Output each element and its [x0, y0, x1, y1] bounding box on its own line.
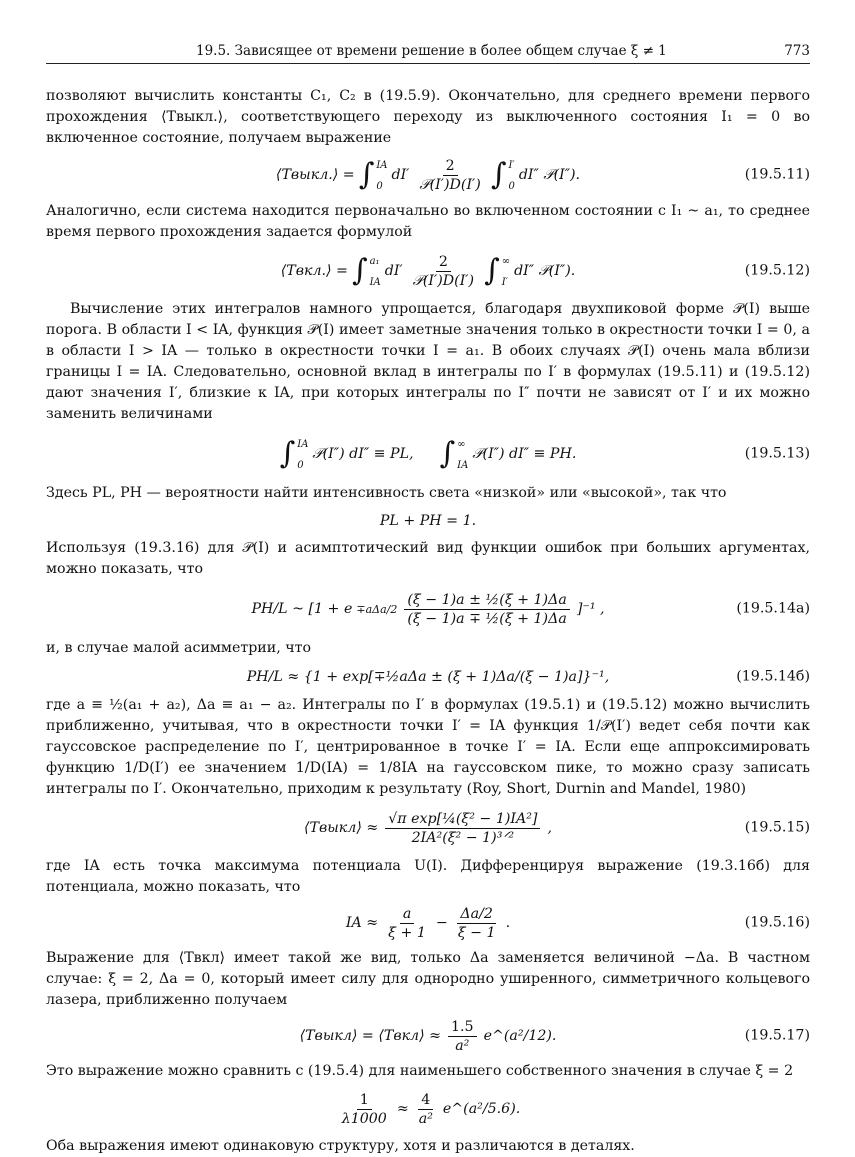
eq13-upper-limit-1: IA	[297, 439, 309, 450]
eq16-numerator-2: Δa/2	[457, 905, 496, 924]
eq16-fraction-2	[455, 905, 499, 942]
equation-19-5-14b	[46, 659, 810, 695]
eq15-lhs: ⟨Tвыкл⟩ ≈	[304, 819, 379, 836]
eq15-numerator: √π exp[¼(ξ² − 1)IA²]	[385, 810, 540, 829]
eq14a-tail: ]⁻¹ ,	[576, 600, 605, 617]
eqL-denominator-2: a²	[418, 1110, 433, 1127]
eq12-lower-limit: IA	[369, 277, 381, 288]
eqL-denominator-1: λ1000	[341, 1110, 387, 1127]
eq11-lower-limit-2: 0	[508, 181, 515, 192]
eq14a-lhs: PH/L ~ [1 + e	[251, 600, 353, 617]
eq14b-number: (19.5.14б)	[736, 668, 810, 685]
eq17-denominator: a²	[455, 1037, 470, 1054]
paragraph-10: Это выражение можно сравнить с (19.5.4) для наименьшего собственного значения в случае ξ = 2	[46, 1063, 794, 1079]
eq12-denominator: 𝒫(I′)D(I′)	[412, 272, 475, 289]
eq14a-numerator: (ξ − 1)a ± ½(ξ + 1)Δa	[404, 591, 569, 610]
paragraph-8: где IA есть точка максимума потенциала U(I). Дифференцируя выражение (19.3.16б) для потенциала, можно показать, что	[46, 858, 810, 895]
running-header	[46, 41, 810, 64]
eq17-tail: e^(a²/12).	[483, 1027, 557, 1044]
eq11-lower-limit: 0	[376, 181, 383, 192]
eq13-upper-limit-2: ∞	[457, 439, 466, 450]
integral-sign: ∫	[484, 253, 500, 288]
eq16-denominator-1: ξ + 1	[388, 924, 426, 941]
eq13-part-2: 𝒫(I″) dI″ ≡ PH.	[472, 445, 577, 462]
equation-19-5-16	[46, 898, 810, 948]
paragraph-4: Здесь PL, PH — вероятности найти интенсивность света «низкой» или «высокой», так что	[46, 485, 727, 501]
eq16-minus: −	[435, 914, 448, 931]
eq12-fraction	[410, 253, 477, 290]
eq17-numerator: 1.5	[448, 1018, 477, 1037]
eq11-upper-limit: IA	[376, 160, 388, 171]
eq13-lower-limit-2: IA	[457, 460, 469, 471]
eqL-fraction-1	[339, 1091, 390, 1128]
eq11-differential: dI′	[391, 166, 410, 183]
page-body	[46, 86, 810, 1157]
paragraph-7: где a ≡ ½(a₁ + a₂), Δa ≡ a₁ − a₂. Интегралы по I′ в формулах (19.5.1) и (19.5.12) можно вычислить приближенно, учитывая, что в окрестности точки I′ = IA функция 1/𝒫(I′) ведет себя почти как гауссовское распределение по I′, центрированное в точке I′ = IA. Если еще аппроксимировать функцию 1/D(I′) ее значением 1/D(IA) = 1/8IA на гауссовском пике, то можно сразу записать интегралы по I′. Окончательно, приходим к результату (Roy, Short, Durnin and Mandel, 1980)	[46, 697, 810, 797]
eq15-fraction	[385, 810, 540, 847]
eq15-tail: ,	[547, 819, 552, 836]
eq11-upper-limit-2: I′	[508, 160, 515, 171]
equation-19-5-14a	[46, 580, 810, 638]
eq14a-number: (19.5.14а)	[736, 600, 810, 617]
eqL-numerator-1: 1	[357, 1091, 372, 1110]
eq12-lhs: ⟨Tвкл.⟩ =	[280, 262, 348, 279]
eq12-number: (19.5.12)	[744, 262, 810, 279]
eq15-denominator: 2IA²(ξ² − 1)³ᐟ²	[411, 829, 515, 846]
eq13-lower-limit-1: 0	[297, 460, 304, 471]
eq12-differential: dI′	[384, 262, 403, 279]
equation-lambda	[46, 1082, 810, 1136]
equation-sum	[46, 504, 810, 538]
integral-sign: ∫	[490, 157, 507, 192]
eq17-number: (19.5.17)	[744, 1027, 810, 1044]
eq16-numerator-1: a	[400, 905, 414, 924]
integral-sign: ∫	[358, 157, 375, 192]
eq12-tail: dI″ 𝒫(I″).	[514, 262, 576, 279]
paragraph-3: Вычисление этих интегралов намного упрощается, благодаря двухпиковой форме 𝒫(I) выше порога. В области I < IA, функция 𝒫(I) имеет заметные значения только в окрестности точки I = 0, а в области I > IA — только в окрестности точки I = a₁. В обоих случаях 𝒫(I) очень мала вблизи границы I = IA. Следовательно, основной вклад в интегралы по I′ в формулах (19.5.11) и (19.5.12) дают значения I′, близкие к IA, при которых интегралы по I″ почти не зависят от I′ и их можно заменить величинами	[46, 301, 810, 422]
integral-sign: ∫	[439, 436, 456, 471]
paragraph-9: Выражение для ⟨Tвкл⟩ имеет такой же вид, только Δa заменяется величиной −Δa. В частном случае: ξ = 2, Δa = 0, который имеет силу для однородно уширенного, симметричного кольцевого лазера, приближенно получаем	[46, 950, 810, 1008]
eqL-fraction-2	[416, 1091, 436, 1128]
eq14a-exponent: ∓aΔa/2	[356, 602, 398, 616]
eq11-fraction	[416, 157, 483, 194]
eq11-numerator: 2	[443, 157, 458, 176]
eq12-lower-limit-2: I′	[501, 277, 508, 288]
eq11-tail: dI″ 𝒫(I″).	[518, 166, 581, 183]
paragraph-6: и, в случае малой асимметрии, что	[46, 640, 311, 656]
eq16-tail: .	[505, 914, 511, 931]
eq14b-text: PH/L ≈ {1 + exp[∓½aΔa ± (ξ + 1)Δa/(ξ − 1)a]}⁻¹,	[246, 668, 610, 685]
eq16-lhs: IA ≈	[345, 914, 379, 931]
equation-19-5-15	[46, 800, 810, 856]
integral-sign: ∫	[351, 253, 368, 288]
eq17-fraction	[448, 1018, 477, 1055]
paragraph-2: Аналогично, если система находится первоначально во включенном состоянии с I₁ ~ a₁, то среднее время первого прохождения задается формулой	[46, 203, 810, 240]
running-head-title: 19.5. Зависящее от времени решение в более общем случае ξ ≠ 1	[196, 43, 667, 59]
eq12-upper-limit-2: ∞	[501, 256, 511, 267]
equation-19-5-13	[46, 425, 810, 483]
eq16-denominator-2: ξ − 1	[457, 924, 496, 941]
eq11-lhs: ⟨Tвыкл.⟩ =	[275, 166, 355, 183]
eq16-number: (19.5.16)	[744, 914, 810, 931]
eq16-fraction-1	[385, 905, 429, 942]
eq13-part-1: 𝒫(I″) dI″ ≡ PL,	[312, 445, 414, 462]
paragraph-5: Используя (19.3.16) для 𝒫(I) и асимптотический вид функции ошибок при больших аргументах, можно показать, что	[46, 540, 810, 577]
equation-19-5-12	[46, 243, 810, 299]
eq14a-denominator: (ξ − 1)a ∓ ½(ξ + 1)Δa	[407, 610, 567, 627]
page-number: 773	[784, 43, 810, 59]
eq12-upper-limit: a₁	[369, 256, 380, 267]
eq17-lhs: ⟨Tвыкл⟩ = ⟨Tвкл⟩ ≈	[299, 1027, 442, 1044]
eqL-numerator-2: 4	[418, 1091, 433, 1110]
eq15-number: (19.5.15)	[744, 819, 810, 836]
eq11-number: (19.5.11)	[744, 166, 810, 183]
integral-sign: ∫	[279, 436, 296, 471]
paragraph-1: позволяют вычислить константы C₁, C₂ в (19.5.9). Окончательно, для среднего времени первого прохождения ⟨Tвыкл.⟩, соответствующего переходу из выключенного состояния I₁ = 0 во включенное состояние, получаем выражение	[46, 88, 810, 146]
eq-sum-text: PL + PH = 1.	[379, 512, 477, 529]
eq14a-fraction	[404, 591, 569, 628]
eq11-denominator: 𝒫(I′)D(I′)	[419, 176, 481, 193]
equation-19-5-11	[46, 149, 810, 201]
eq13-number: (19.5.13)	[744, 445, 810, 462]
eqL-tail: e^(a²/5.6).	[442, 1100, 521, 1117]
equation-19-5-17	[46, 1011, 810, 1061]
paragraph-11: Оба выражения имеют одинаковую структуру, хотя и различаются в деталях.	[46, 1138, 635, 1154]
eq12-numerator: 2	[436, 253, 451, 272]
eqL-approx: ≈	[396, 1100, 409, 1117]
